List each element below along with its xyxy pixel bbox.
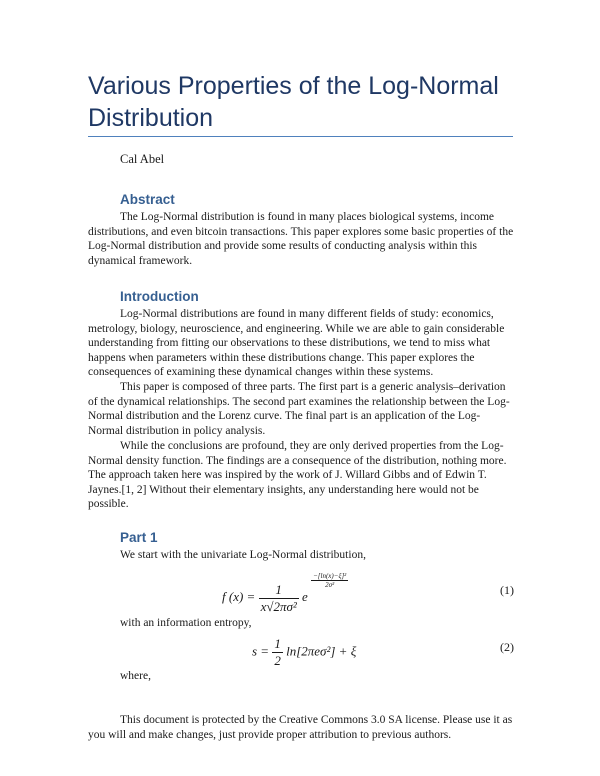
eq1-denominator: x√2πσ²: [260, 598, 297, 614]
eq1-lhs: f (x) =: [222, 589, 256, 604]
abstract-heading: Abstract: [120, 192, 175, 207]
equation-1: [88, 568, 514, 614]
eq1-exponent-denominator: 2σ²: [325, 581, 335, 589]
license-text: This document is protected by the Creative Commons 3.0 SA license. Please use it as you will and make changes, just provide proper attribution to previous authors.: [88, 714, 513, 741]
part1-where: [88, 669, 514, 684]
part1-lead: [88, 548, 514, 563]
license-footer: [88, 713, 514, 742]
equation-1-number: (1): [500, 583, 514, 597]
eq1-numerator: 1: [259, 582, 299, 599]
paper-title: Various Properties of the Log-Normal Distribution: [88, 72, 499, 132]
intro-paragraph: [88, 307, 514, 380]
eq1-exp-base: e: [302, 589, 308, 604]
intro-paragraph-1: Log-Normal distributions are found in many different fields of study: economics, metrology, biology, neuroscience, and engineering. While we are able to gain considerable understanding from fitting our observations to these distributions, we tend to miss what happens when parameters within these distributions change. This paper explores the consequences of examining these dynamical changes within these systems.: [88, 308, 505, 379]
equation-2-number: (2): [500, 640, 514, 654]
part1-mid-text: with an information entropy,: [120, 617, 252, 629]
author: Cal Abel: [120, 152, 165, 166]
abstract-text: [88, 210, 514, 268]
part1-heading: Part 1: [120, 530, 158, 545]
part1-where-text: where,: [120, 670, 151, 682]
equation-2: [88, 634, 514, 670]
intro-paragraph: [88, 380, 514, 438]
eq2-fraction: [272, 636, 283, 669]
eq2-numerator: 1: [274, 636, 281, 651]
eq1-exponent-numerator: −[ln(x)−ξ]²: [313, 572, 347, 580]
intro-paragraph-2: This paper is composed of three parts. The first part is a generic analysis–derivation of the dynamical relationships. The second part examines the relationship between the Log-Normal distribution and the Lorenz curve. The final part is an application of the Log-Normal distribution in policy analysis.: [88, 381, 510, 437]
eq1-fraction: [259, 582, 299, 615]
intro-paragraph-3: While the conclusions are profound, they are only derived properties from the Log-Normal density function. The findings are a consequence of the distribution, nothing more. The approach taken here was inspired by the work of J. Willard Gibbs and of Edwin T. Jaynes.[1, 2] Without their elementary insights, any understanding here would not be possible.: [88, 440, 507, 511]
equation-1-body: [222, 572, 348, 615]
part1-lead-text: We start with the univariate Log-Normal distribution,: [120, 549, 366, 561]
eq2-rhs: ln[2πeσ²] + ξ: [286, 643, 357, 659]
intro-paragraph: [88, 439, 514, 512]
eq1-exponent: [311, 572, 348, 589]
equation-2-body: [252, 636, 356, 669]
title-rule: [88, 136, 513, 137]
part1-mid: [88, 616, 514, 631]
abstract-body: The Log-Normal distribution is found in many places biological systems, income distributions, and even bitcoin transactions. This paper explores some basic properties of the Log-Normal distribution and provide some results of conducting analysis within this dynamical framework.: [88, 211, 514, 267]
eq2-lhs: s =: [252, 643, 270, 659]
introduction-heading: Introduction: [120, 289, 199, 304]
eq2-denominator: 2: [274, 653, 281, 668]
